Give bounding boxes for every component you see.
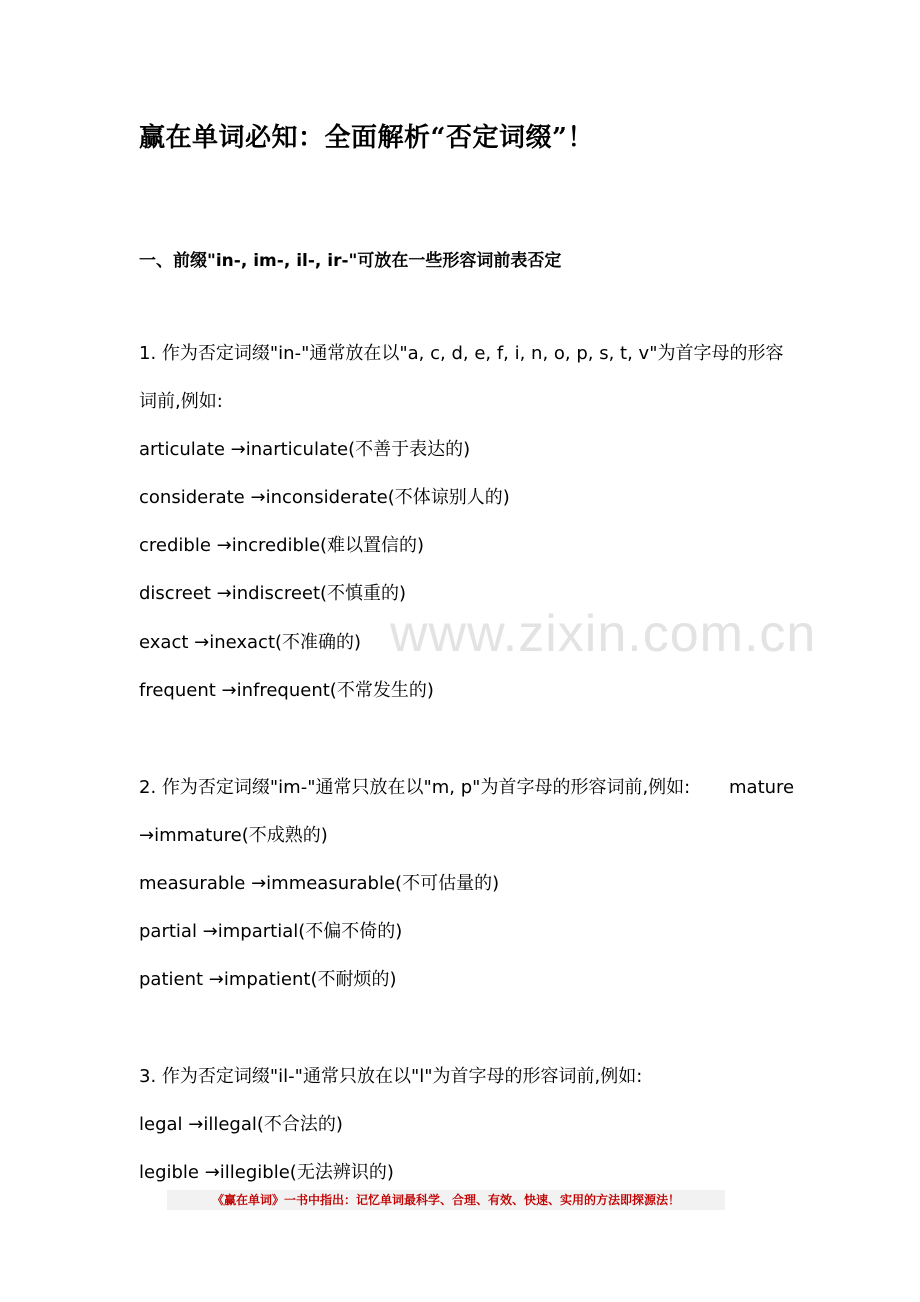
group1-intro-line1: 1. 作为否定词缀"in-"通常放在以"a, c, d, e, f, i, n, o, p, s, t, v"为首字母的形容 (139, 343, 784, 364)
group3-intro-line1: 3. 作为否定词缀"il-"通常只放在以"l"为首字母的形容词前,例如: (139, 1066, 643, 1087)
example-line: considerate →inconsiderate(不体谅别人的) (139, 487, 510, 508)
group2-intro-line1: 2. 作为否定词缀"im-"通常只放在以"m, p"为首字母的形容词前,例如: (139, 777, 691, 798)
example-line: legal →illegal(不合法的) (139, 1114, 343, 1135)
example-line: exact →inexact(不准确的) (139, 632, 362, 653)
document-title: 赢在单词必知：全面解析“否定词缀”！ (139, 123, 594, 153)
example-line: patient →impatient(不耐烦的) (139, 969, 397, 990)
example-line: articulate →inarticulate(不善于表达的) (139, 439, 471, 460)
group2-intro-line2: →immature(不成熟的) (139, 825, 328, 846)
group1-intro-line2: 词前,例如: (139, 391, 223, 412)
example-line: partial →impartial(不偏不倚的) (139, 921, 403, 942)
example-line: measurable →immeasurable(不可估量的) (139, 873, 500, 894)
group2-intro-line1-end: mature (729, 777, 795, 798)
section-heading: 一、前缀"in-, im-, il-, ir-"可放在一些形容词前表否定 (139, 251, 562, 271)
example-line: credible →incredible(难以置信的) (139, 535, 425, 556)
example-line: frequent →infrequent(不常发生的) (139, 680, 434, 701)
example-line: discreet →indiscreet(不慎重的) (139, 583, 407, 604)
watermark: www.zixin.com.cn (390, 605, 817, 663)
footer-banner: 《赢在单词》一书中指出：记忆单词最科学、合理、有效、快速、实用的方法即探源法！ (167, 1190, 725, 1210)
example-line: legible →illegible(无法辨识的) (139, 1162, 394, 1183)
